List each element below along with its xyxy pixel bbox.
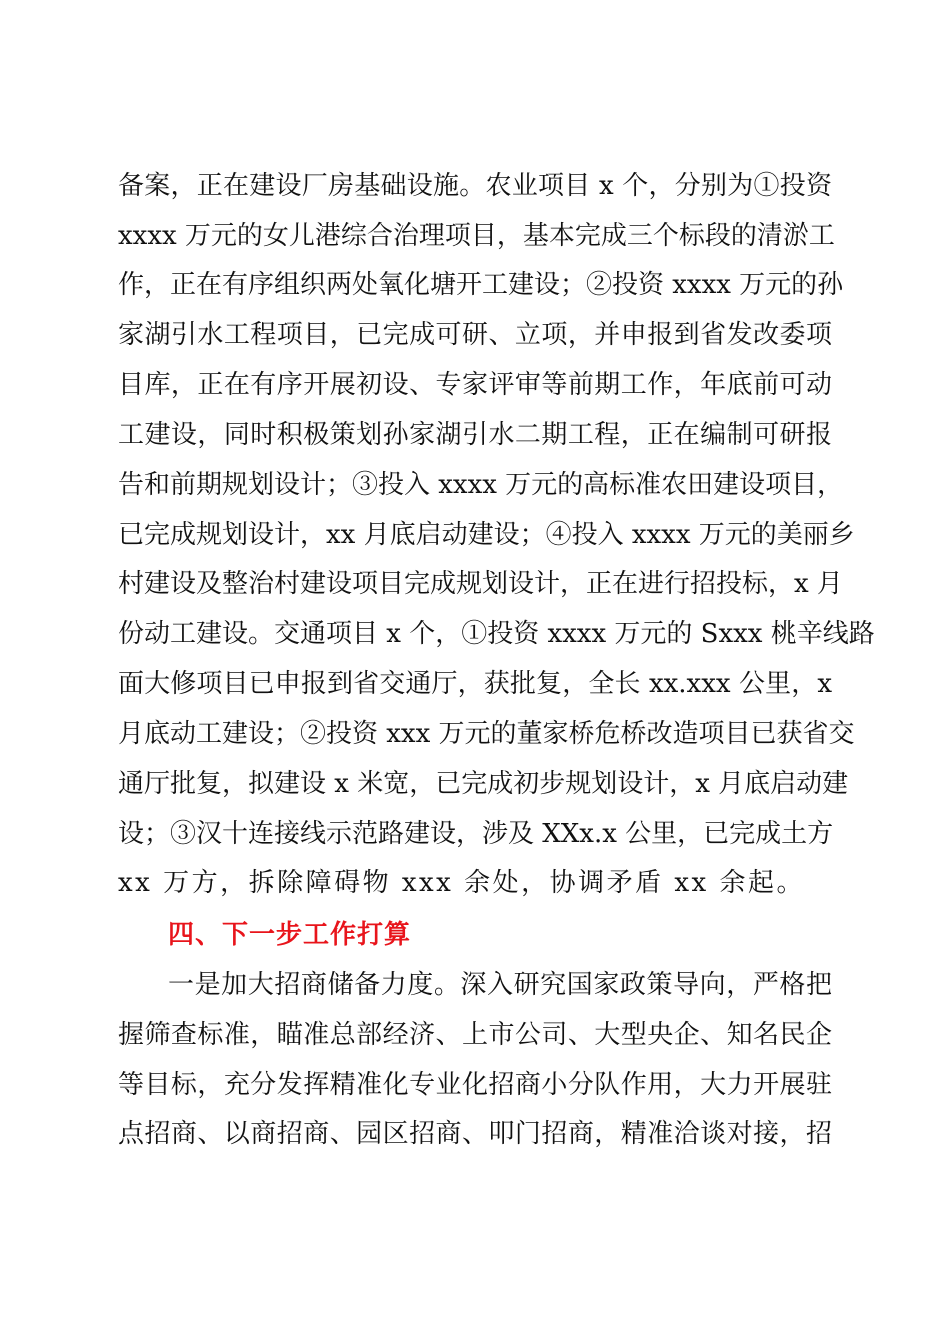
body-text-line: xx 万方，拆除障碍物 xxx 余处，协调矛盾 xx 余起。	[118, 868, 805, 898]
body-text-line: 点招商、以商招商、园区招商、叩门招商，精准洽谈对接，招	[118, 1119, 832, 1149]
body-text-line: 备案，正在建设厂房基础设施。农业项目 x 个，分别为①投资	[118, 171, 832, 201]
section-heading: 四、下一步工作打算	[168, 920, 412, 950]
body-text-line: 家湖引水工程项目，已完成可研、立项，并申报到省发改委项	[118, 320, 832, 350]
body-text-line: 告和前期规划设计；③投入 xxxx 万元的高标准农田建设项目，	[118, 470, 844, 500]
body-text-line: 一是加大招商储备力度。深入研究国家政策导向，严格把	[168, 970, 832, 1000]
body-text-line: 面大修项目已申报到省交通厅，获批复，全长 xx.xxx 公里，x	[118, 669, 832, 699]
body-text-line: 村建设及整治村建设项目完成规划设计，正在进行招投标，x 月	[118, 569, 843, 599]
body-text-line: xxxx 万元的女儿港综合治理项目，基本完成三个标段的清淤工	[118, 221, 835, 251]
body-text-line: 握筛查标准，瞄准总部经济、上市公司、大型央企、知名民企	[118, 1020, 832, 1050]
body-text-line: 通厅批复，拟建设 x 米宽，已完成初步规划设计，x 月底启动建	[118, 769, 849, 799]
body-text-line: 设；③汉十连接线示范路建设，涉及 XXx.x 公里，已完成土方	[118, 819, 834, 849]
body-text-line: 作，正在有序组织两处氧化塘开工建设；②投资 xxxx 万元的孙	[118, 270, 844, 300]
body-text-line: 等目标，充分发挥精准化专业化招商小分队作用，大力开展驻	[118, 1070, 832, 1100]
body-text-line: 目库，正在有序开展初设、专家评审等前期工作，年底前可动	[118, 370, 832, 400]
body-text-line: 已完成规划设计，xx 月底启动建设；④投入 xxxx 万元的美丽乡	[118, 520, 855, 550]
body-text-line: 工建设，同时积极策划孙家湖引水二期工程，正在编制可研报	[118, 420, 832, 450]
body-text-line: 月底动工建设；②投资 xxx 万元的董家桥危桥改造项目已获省交	[118, 719, 855, 749]
body-text-line: 份动工建设。交通项目 x 个，①投资 xxxx 万元的 Sxxx 桃辛线路	[118, 619, 875, 649]
